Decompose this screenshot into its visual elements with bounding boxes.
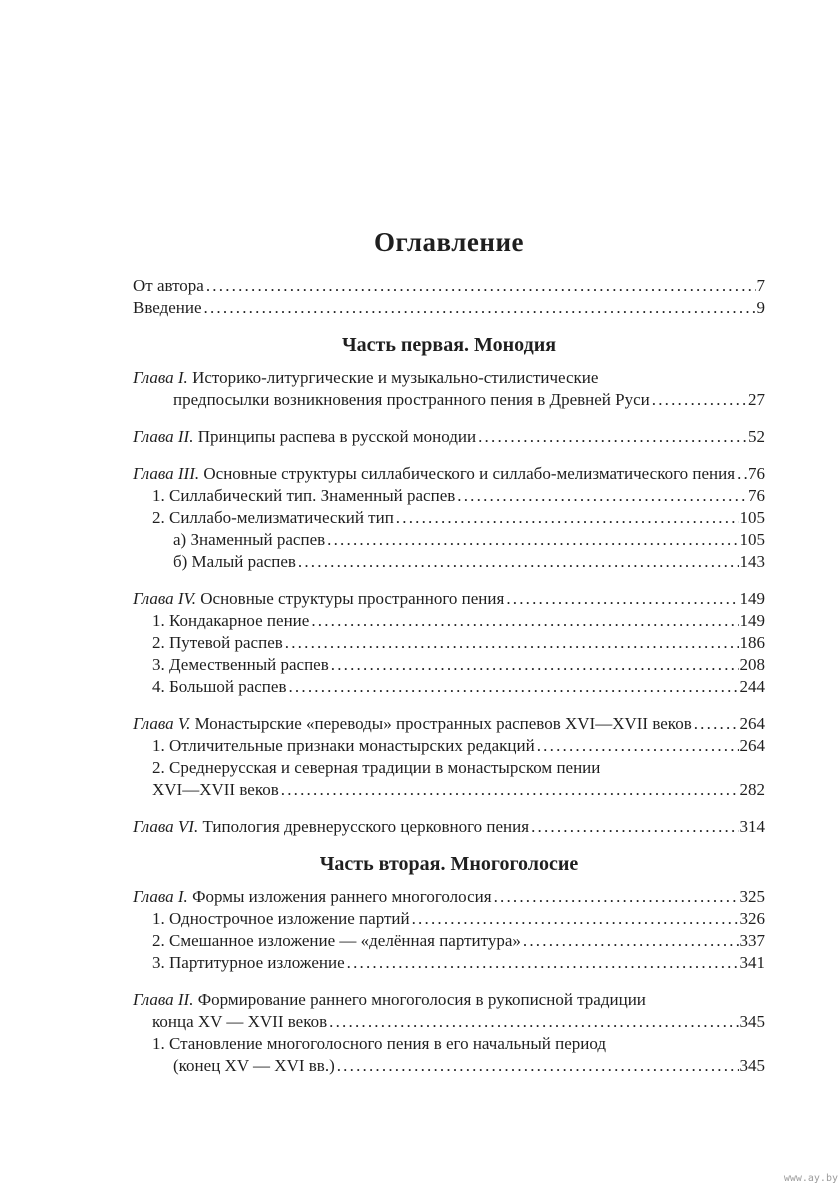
toc-entry: [133, 389, 765, 411]
chapter-number-prefix: Глава II.: [133, 990, 198, 1009]
toc-entry: [133, 779, 765, 801]
toc-entry: [133, 367, 765, 389]
part-heading: Часть вторая. Многоголосие: [319, 853, 579, 875]
toc-entry: [133, 886, 765, 908]
toc-entry: [133, 1055, 765, 1077]
toc-entry: [133, 757, 765, 779]
toc-entry-label: От автора: [133, 276, 204, 295]
front-matter-list: [133, 275, 765, 319]
page-title: Оглавление: [374, 227, 524, 257]
toc-entry-label: Глава V. Монастырские «переводы» пространных распевов XVI—XVII веков: [133, 714, 692, 733]
page-number: 264: [739, 736, 765, 755]
toc-entry: [133, 816, 765, 838]
chapter-number-prefix: Глава V.: [133, 714, 195, 733]
toc-entry: [133, 713, 765, 735]
toc-entry-label: 2. Смешанное изложение — «делённая партитура»: [152, 931, 521, 950]
toc-entry: [133, 485, 765, 507]
chapter-number-prefix: Глава II.: [133, 427, 198, 446]
toc-entry-label: 2. Силлабо-мелизматический тип: [152, 508, 394, 527]
toc-entry: [133, 297, 765, 319]
dot-leader: [737, 463, 747, 485]
page-number: 76: [748, 486, 765, 505]
toc-entry: [133, 952, 765, 974]
toc-entry: [133, 908, 765, 930]
dot-leader: [285, 632, 739, 654]
page-number: 149: [739, 611, 765, 630]
toc-entry-label: Глава II. Принципы распева в русской монодии: [133, 427, 477, 446]
dot-leader: [298, 551, 739, 573]
page-number: 345: [739, 1012, 765, 1031]
dot-leader: [506, 588, 738, 610]
toc-entry: [133, 654, 765, 676]
toc-entry-label: 2. Среднерусская и северная традиции в монастырском пении: [152, 758, 601, 777]
page-number: 337: [739, 931, 765, 950]
page-number: 186: [739, 633, 765, 652]
page-number: 105: [739, 530, 765, 549]
dot-leader: [694, 713, 739, 735]
page-number: 244: [739, 677, 765, 696]
toc-entry-label: Глава I. Формы изложения раннего многоголосия: [133, 887, 492, 906]
toc-entry-label: Глава II. Формирование раннего многоголосия в рукописной традиции: [133, 990, 646, 1009]
toc-entry: [133, 930, 765, 952]
toc-sections: [133, 332, 765, 1077]
toc-entry: [133, 735, 765, 757]
toc-entry: [133, 529, 765, 551]
chapter-number-prefix: Глава I.: [133, 368, 193, 387]
dot-leader: [494, 886, 739, 908]
page-number: 345: [739, 1056, 765, 1075]
page-number: 341: [739, 953, 765, 972]
dot-leader: [281, 779, 739, 801]
page-number: 9: [756, 298, 765, 317]
toc-entry-label: 4. Большой распев: [152, 677, 287, 696]
page-number: 314: [739, 817, 765, 836]
toc-entry-label: конца XV — XVII веков: [152, 1012, 328, 1031]
table-of-contents: [133, 226, 765, 1077]
toc-entry: [133, 426, 765, 448]
page-number: 105: [739, 508, 765, 527]
page-number: 149: [739, 589, 765, 608]
toc-entry: [133, 463, 765, 485]
toc-entry-label: (конец XV — XVI вв.): [173, 1056, 335, 1075]
page-number: 208: [739, 655, 765, 674]
toc-entry-label: 1. Силлабический тип. Знаменный распев: [152, 486, 456, 505]
toc-entry-label: 3. Партитурное изложение: [152, 953, 345, 972]
toc-entry: [133, 275, 765, 297]
toc-entry-label: Глава I. Историко-литургические и музыкально-стилистические: [133, 368, 599, 387]
toc-entry: [133, 1011, 765, 1033]
toc-entry: [133, 632, 765, 654]
toc-entry-label: Введение: [133, 298, 202, 317]
toc-entry-label: XVI—XVII веков: [152, 780, 279, 799]
toc-entry-label: 3. Демественный распев: [152, 655, 329, 674]
page-number: 264: [739, 714, 765, 733]
toc-entry-label: 1. Отличительные признаки монастырских редакций: [152, 736, 535, 755]
toc-entry-label: Глава III. Основные структуры силлабического и силлабо-мелизматического пения: [133, 464, 736, 483]
toc-entry-label: а) Знаменный распев: [173, 530, 326, 549]
part-heading: Часть первая. Монодия: [341, 334, 557, 356]
page-number: 27: [748, 390, 765, 409]
chapter-number-prefix: Глава VI.: [133, 817, 203, 836]
toc-entry-label: предпосылки возникновения пространного пения в Древней Руси: [173, 390, 650, 409]
page-number: 282: [739, 780, 765, 799]
toc-entry-label: 1. Кондакарное пение: [152, 611, 310, 630]
toc-entry-label: 1. Однострочное изложение партий: [152, 909, 410, 928]
page-number: 325: [739, 887, 765, 906]
dot-leader: [329, 1011, 738, 1033]
toc-entry-label: б) Малый распев: [173, 552, 296, 571]
dot-leader: [206, 275, 756, 297]
toc-entry: [133, 551, 765, 573]
dot-leader: [204, 297, 756, 319]
dot-leader: [412, 908, 739, 930]
dot-leader: [327, 529, 738, 551]
page-number: 76: [748, 464, 765, 483]
dot-leader: [347, 952, 739, 974]
toc-entry: [133, 989, 765, 1011]
chapter-number-prefix: Глава I.: [133, 887, 193, 906]
watermark-text: www.ay.by: [783, 1173, 838, 1184]
page-number: 143: [739, 552, 765, 571]
dot-leader: [457, 485, 747, 507]
dot-leader: [396, 507, 739, 529]
toc-entry: [133, 676, 765, 698]
chapter-number-prefix: Глава III.: [133, 464, 204, 483]
dot-leader: [311, 610, 738, 632]
dot-leader: [652, 389, 747, 411]
page-number: 52: [748, 427, 765, 446]
dot-leader: [478, 426, 747, 448]
toc-entry: [133, 507, 765, 529]
toc-entry-label: 2. Путевой распев: [152, 633, 283, 652]
dot-leader: [537, 735, 739, 757]
toc-entry: [133, 1033, 765, 1055]
dot-leader: [531, 816, 738, 838]
page-number: 7: [756, 276, 765, 295]
toc-entry: [133, 588, 765, 610]
page-number: 326: [739, 909, 765, 928]
dot-leader: [337, 1055, 739, 1077]
chapter-number-prefix: Глава IV.: [133, 589, 201, 608]
toc-entry: [133, 610, 765, 632]
toc-entry-label: Глава VI. Типология древнерусского церковного пения: [133, 817, 530, 836]
dot-leader: [523, 930, 739, 952]
toc-entry-label: Глава IV. Основные структуры пространного пения: [133, 589, 505, 608]
toc-entry-label: 1. Становление многоголосного пения в его начальный период: [152, 1034, 607, 1053]
dot-leader: [331, 654, 739, 676]
dot-leader: [288, 676, 738, 698]
